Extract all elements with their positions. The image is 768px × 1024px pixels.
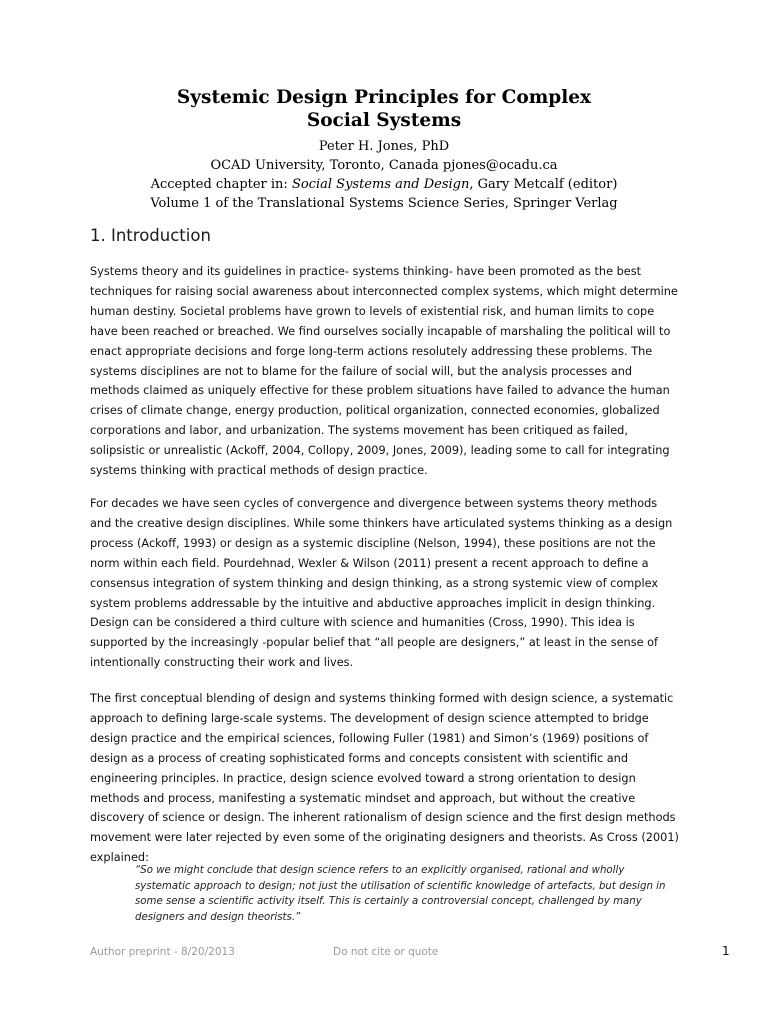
paper-title [0,86,768,132]
accepted-prefix: Accepted chapter in: [150,177,292,192]
title-line-2: Social Systems [306,110,462,131]
accepted-book-title: Social Systems and Design [291,177,470,192]
footer-preprint-note: Author preprint - 8/20/2013 [90,946,235,958]
volume-line: Volume 1 of the Translational Systems Science Series, Springer Verlag [150,196,618,211]
author-name: Peter H. Jones, PhD [318,139,450,154]
body-paragraph-1: Systems theory and its guidelines in practice- systems thinking- have been promoted as the best techniques for raising social awareness about interconnected complex systems, which might determine human destiny. Societal problems have grown to levels of existential risk, and human limits to cope have been reached or breached. We find ourselves socially incapable of marshaling the political will to enact appropriate decisions and forge long-term actions resolutely addressing these problems. The systems disciplines are not to blame for the failure of social will, but the analysis processes and methods claimed as uniquely effective for these problem situations have failed to advance the human crises of climate change, energy production, political organization, connected economies, globalized corporations and labor, and urbanization. The systems movement has been critiqued as failed, solipsistic or unrealistic (Ackoff, 2004, Collopy, 2009, Jones, 2009), leading some to call for integrating systems thinking with practical methods of design practice. [90,265,678,478]
accepted-line [0,175,768,194]
section-heading: 1. Introduction [90,226,211,245]
body-paragraph-2: For decades we have seen cycles of convergence and divergence between systems theory methods and the creative design disciplines. While some thinkers have articulated systems thinking as a design process (Ackoff, 1993) or design as a systemic discipline (Nelson, 1994), these positions are not the norm within each field. Pourdehnad, Wexler & Wilson (2011) present a recent approach to define a consensus integration of system thinking and design thinking, as a strong systemic view of complex system problems addressable by the intuitive and abductive approaches implicit in design thinking. Design can be considered a third culture with science and humanities (Cross, 1990). This idea is supported by the increasingly -popular belief that “all people are designers,” at least in the sense of intentionally constructing their work and lives. [90,497,673,670]
page-number: 1 [722,944,730,958]
block-quote: “So we might conclude that design science refers to an explicitly organised, rational and wholly systematic approach to design; not just the utilisation of scientific knowledge of artefacts, but design in some sense a scientific activity itself. This is certainly a controversial concept, challenged by many designers and design theorists.” [135,865,666,923]
author-affiliation: OCAD University, Toronto, Canada pjones@ocadu.ca [210,158,558,173]
accepted-suffix: , Gary Metcalf (editor) [469,177,618,192]
author-block [0,137,768,213]
title-line-1: Systemic Design Principles for Complex [176,87,592,108]
body-paragraph-3: The first conceptual blending of design and systems thinking formed with design science, a systematic approach to defining large-scale systems. The development of design science attempted to bridge design practice and the empirical sciences, following Fuller (1981) and Simon’s (1969) positions of design as a process of creating sophisticated forms and concepts consistent with scientific and engineering principles. In practice, design science evolved toward a strong orientation to design methods and process, manifesting a systematic mindset and approach, but without the creative discovery of science or design. The inherent rationalism of design science and the first design methods movement were later rejected by even some of the originating designers and theorists. As Cross (2001) explained: [90,692,679,865]
footer-disclaimer: Do not cite or quote [333,946,439,958]
